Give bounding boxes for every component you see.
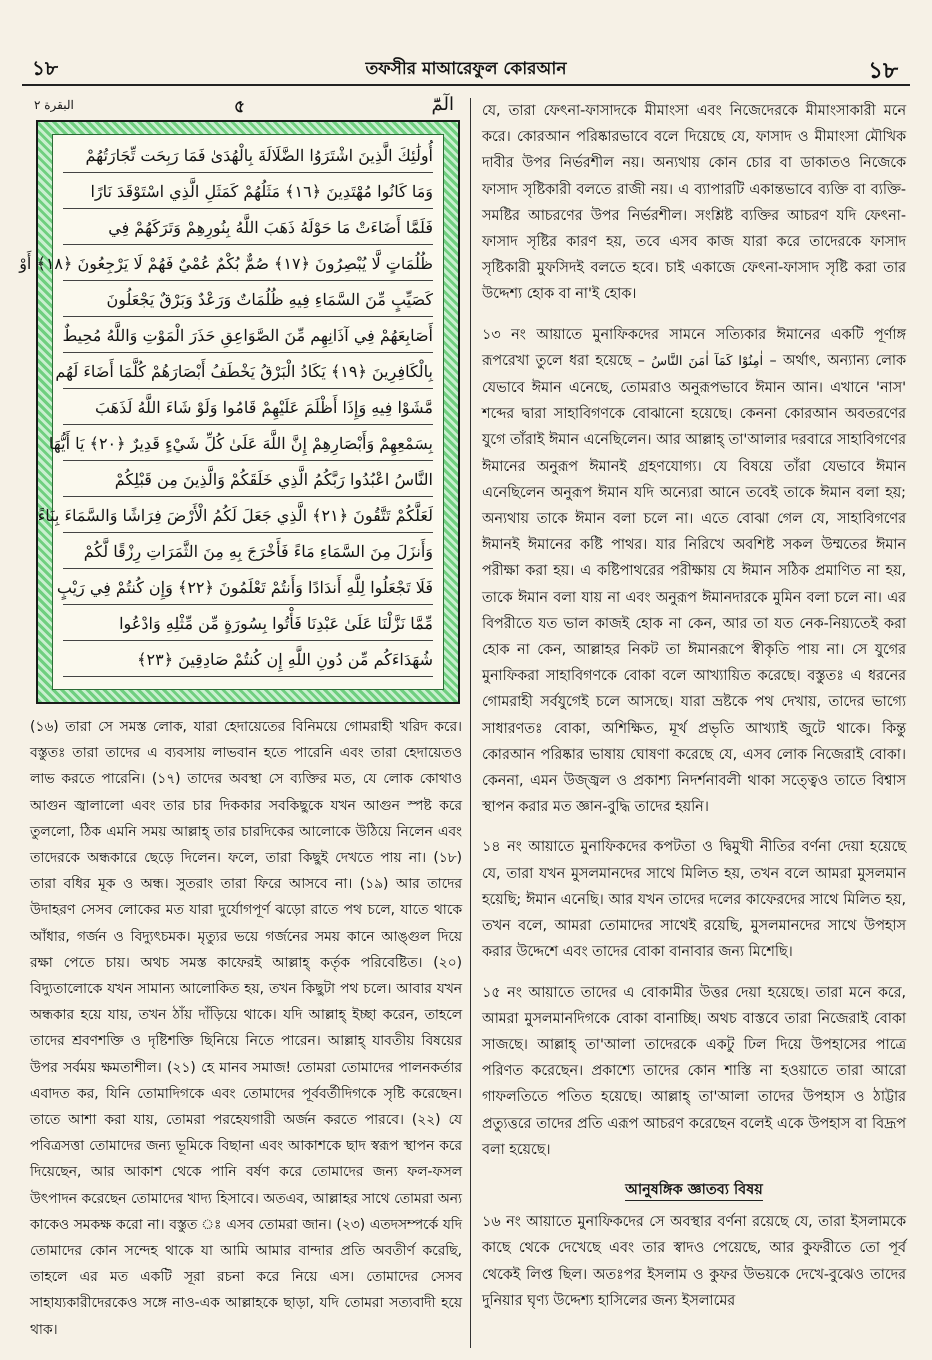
inline-arabic-quote: اٰمِنُوْا كَمَآ اٰمَنَ النَّاسُ <box>651 353 764 369</box>
quran-line: ظُلُمَاتٍ لَّا يُبْصِرُونَ ﴿١٧﴾ صُمٌّ بُكْمٌ عُمْيٌ فَهُمْ لَا يَرْجِعُونَ ﴿١٨﴾ أَوْ <box>63 247 433 281</box>
quran-verse-panel <box>19 134 444 690</box>
quran-line: بِسَمْعِهِمْ وَأَبْصَارِهِمْ إِنَّ اللَّهَ عَلَىٰ كُلِّ شَيْءٍ قَدِيرٌ ﴿٢٠﴾ يَا أَيُّهَا <box>63 427 433 461</box>
quran-line: أُولَٰئِكَ الَّذِينَ اشْتَرَوُا الضَّلَالَةَ بِالْهُدَىٰ فَمَا رَبِحَت تِّجَارَتُهُمْ <box>63 139 433 173</box>
quran-line: وَأَنزَلَ مِنَ السَّمَاءِ مَاءً فَأَخْرَجَ بِهِ مِنَ الثَّمَرَاتِ رِزْقًا لَّكُمْ <box>63 535 433 569</box>
commentary-paragraph: ১৫ নং আয়াতে তাদের এ বোকামীর উত্তর দেয়া হয়েছে। তারা মনে করে, আমরা মুসলমানদিগকে বোকা বানাচ্ছি। অথচ বাস্তবে তারা নিজেরাই বোকা সাজছে। আল্লাহ্ তা'আলা তাদেরকে একটু ঢিল দিয়ে উপহাসের পাত্রে পরিণত করেছেন। প্রকাশ্যে তাদের কোন শাস্তি না হওয়াতে তারা আরো গাফলতিতে পতিত হয়েছে। আল্লাহ্ তা'আলা তাদের উপহাস ও ঠাট্টার প্রত্যুত্তরে তাদের প্রতি এরূপ আচরণ করেছেন বলেই একে উপহাস বা বিদ্রূপ বলা হয়েছে। <box>482 984 906 1158</box>
quran-line: فَلَمَّا أَضَاءَتْ مَا حَوْلَهُ ذَهَبَ اللَّهُ بِنُورِهِمْ وَتَرَكَهُمْ فِي <box>63 211 433 245</box>
quran-line: أَصَابِعَهُمْ فِي آذَانِهِم مِّنَ الصَّوَاعِقِ حَذَرَ الْمَوْتِ وَاللَّهُ مُحِيطٌ <box>63 319 433 353</box>
commentary-paragraph <box>482 322 906 821</box>
section-number: ৫ <box>234 97 246 117</box>
surah-name: البقرة ٢ <box>34 98 74 112</box>
translation-paragraph: (১৬) তারা সে সমস্ত লোক, যারা হেদায়েতের বিনিময়ে গোমরাহী খরিদ করে। বস্তুতঃ তারা তাদের এ ব্যবসায় লাভবান হতে পারেনি এবং তারা হেদায়েতও লাভ করতে পারেনি। (১৭) তাদের অবস্থা সে ব্যক্তির মত, যে লোক কোথাও আগুন জ্বালালো এবং তার চার দিককার সবকিছুকে যখন আগুন স্পষ্ট করে তুললো, ঠিক এমনি সময় আল্লাহ্ তার চারদিকের আলোকে উঠিয়ে নিলেন এবং তাদেরকে অন্ধকারে ছেড়ে দিলেন। ফলে, তারা কিছুই দেখতে পায় না। (১৮) তারা বধির মূক ও অন্ধ। সুতরাং তারা ফিরে আসবে না। (১৯) আর তাদের উদাহরণ সেসব লোকের মত যারা দুর্যোগপূর্ণ ঝড়ো রাতে পথ চলে, যাতে থাকে আঁধার, গর্জন ও বিদ্যুৎচমক। মৃত্যুর ভয়ে গর্জনের সময় কানে আঙ্গুল দিয়ে রক্ষা পেতে চায়। অথচ সমস্ত কাফেরই আল্লাহ্ কর্তৃক পরিবেষ্টিত। (২০) বিদ্যুতালোকে যখন সামান্য আলোকিত হয়, তখন কিছুটা পথ চলে। আবার যখন অন্ধকার হয়ে যায়, তখন ঠাঁয় দাঁড়িয়ে থাকে। যদি আল্লাহ্ ইচ্ছা করেন, তাহলে তাদের শ্রবণশক্তি ও দৃষ্টিশক্তি ছিনিয়ে নিতে পারেন। আল্লাহ্ যাবতীয় বিষয়ের উপর সর্বময় ক্ষমতাশীল। (২১) হে মানব সমাজ! তোমরা তোমাদের পালনকর্তার এবাদত কর, যিনি তোমাদিগকে এবং তোমাদের পূর্ববর্তীদিগকে সৃষ্টি করেছেন। তাতে আশা করা যায়, তোমরা পরহেযগারী অর্জন করতে পারবে। (২২) যে পবিত্রসত্তা তোমাদের জন্য ভূমিকে বিছানা এবং আকাশকে ছাদ স্বরূপ স্থাপন করে দিয়েছেন, আর আকাশ থেকে পানি বর্ষণ করে তোমাদের জন্য ফল-ফসল উৎপাদন করেছেন তোমাদের খাদ্য হিসাবে। অতএব, আল্লাহর সাথে তোমরা অন্য কাকেও সমকক্ষ করো না। বস্তুত ঃ এসব তোমরা জান। (২৩) এতদসম্পর্কে যদি তোমাদের কোন সন্দেহ থাকে যা আমি আমার বান্দার প্রতি অবতীর্ণ করেছি, তাহলে এর মত একটি সূরা রচনা করে নিয়ে এস। তোমাদের সেসব সাহায্যকারীদেরকেও সঙ্গে নাও-এক আল্লাহকে ছাড়া, যদি তোমরা সত্যবাদী হয়ে থাক। <box>30 719 462 1338</box>
translation-text <box>30 714 462 1343</box>
page-number-left: ১৮ <box>32 56 58 80</box>
column-divider <box>470 98 471 1348</box>
quran-line: شُهَدَاءَكُم مِّن دُونِ اللَّهِ إِن كُنتُمْ صَادِقِينَ ﴿٢٣﴾ <box>63 643 433 677</box>
quran-line: لَعَلَّكُمْ تَتَّقُونَ ﴿٢١﴾ الَّذِي جَعَلَ لَكُمُ الْأَرْضَ فِرَاشًا وَالسَّمَاءَ بِنَاءً <box>63 499 433 533</box>
commentary-text: ১৩ নং আয়াতে মুনাফিকদের সামনে সত্যিকার ঈমানের একটি পূর্ণাঙ্গ রূপরেখা তুলে ধরা হয়েছে – <box>482 326 906 369</box>
quran-line: فَلَا تَجْعَلُوا لِلَّهِ أَندَادًا وَأَنتُمْ تَعْلَمُونَ ﴿٢٢﴾ وَإِن كُنتُمْ فِي رَيْبٍ <box>63 571 433 605</box>
quran-line: كَصَيِّبٍ مِّنَ السَّمَاءِ فِيهِ ظُلُمَاتٌ وَرَعْدٌ وَبَرْقٌ يَجْعَلُونَ <box>63 283 433 317</box>
commentary-column <box>482 98 906 1328</box>
surah-header <box>34 94 454 118</box>
commentary-paragraph: ১৪ নং আয়াতে মুনাফিকদের কপটতা ও দ্বিমুখী নীতির বর্ণনা দেয়া হয়েছে যে, তারা যখন মুসলমানদের সাথে মিলিত হয়, তখন বলে আমরা মুসলমান হয়েছি; ঈমান এনেছি। আর যখন তাদের দলের কাফেরদের সাথে মিলিত হয়, তখন বলে, আমরা তোমাদের সাথেই রয়েছি, মুসলমানদের সাথে উপহাস করার উদ্দেশে এবং তাদের বোকা বানাবার জন্য মিশেছি। <box>482 839 906 961</box>
subheading-text: আনুষঙ্গিক জ্ঞাতব্য বিষয় <box>625 1182 763 1201</box>
quran-line: بِالْكَافِرِينَ ﴿١٩﴾ يَكَادُ الْبَرْقُ يَخْطَفُ أَبْصَارَهُمْ كُلَّمَا أَضَاءَ لَهُم <box>63 355 433 389</box>
quran-verse-frame <box>19 120 460 704</box>
header-rule <box>22 84 910 86</box>
quran-line: مِّمَّا نَزَّلْنَا عَلَىٰ عَبْدِنَا فَأْتُوا بِسُورَةٍ مِّن مِّثْلِهِ وَادْعُوا <box>63 607 433 641</box>
commentary-text: – অর্থাৎ, অন্যান্য লোক যেভাবে ঈমান এনেছে, তোমরাও অনুরূপভাবে ঈমান আন। এখানে 'নাস' শব্দের দ্বারা সাহাবিগণকে বোঝানো হয়েছে। কেননা কোরআন অবতরণের যুগে তাঁরাই ঈমান এনেছিলেন। আর আল্লাহ্ তা'আলার দরবারে সাহাবিগণের ঈমানের অনুরূপ ঈমানই গ্রহণযোগ্য। যে বিষয়ে তাঁরা যেভাবে ঈমান এনেছিলেন অনুরূপ ঈমান যদি অন্যেরা আনে তবেই তাকে ঈমান বলা হয়; অন্যথায় তাকে ঈমান বলা চলে না। এতে বোঝা গেল যে, সাহাবিগণের ঈমানই ঈমানের কষ্টি পাথর। যার নিরিখে অবশিষ্ট সকল উম্মতের ঈমান পরীক্ষা করা হয়। এ কষ্টিপাথরের পরীক্ষায় যে ঈমান সঠিক প্রমাণিত না হয়, তাকে ঈমান বলা যায় না এবং অনুরূপ ঈমানদারকে মুমিন বলা চলে না। এর বিপরীতে যত ভাল কাজই হোক না কেন, আর তা যত নেক-নিয়্যতেই করা হোক না কেন, আল্লাহর নিকট তা ঈমানরূপে স্বীকৃতি পায় না। সে যুগের মুনাফিকরা সাহাবিগণকে বোকা বলে আখ্যায়িত করেছে। বস্তুতঃ এ ধরনের গোমরাহী সর্বযুগেই চলে আসছে। যারা ভ্রষ্টকে পথ দেখায়, তাদের ভাগ্যে সাধারণতঃ বোকা, অশিক্ষিত, মূর্খ প্রভৃতি আখ্যাই জুটে থাকে। কিন্তু কোরআন পরিষ্কার ভাষায় ঘোষণা করেছে যে, এসব লোক নিজেরাই বোকা। কেননা, এমন উজ্জ্বল ও প্রকাশ্য নিদর্শনাবলী থাকা সত্ত্বেও তাতে বিশ্বাস স্থাপন করার মত জ্ঞান-বুদ্ধি তাদের হয়নি। <box>482 352 907 816</box>
commentary-paragraph: যে, তারা ফেৎনা-ফাসাদকে মীমাংসা এবং নিজেদেরকে মীমাংসাকারী মনে করে। কোরআন পরিষ্কারভাবে বলে দিয়েছে যে, ফাসাদ ও মীমাংসা মৌখিক দাবীর উপর নির্ভরশীল নয়। অন্যথায় কোন চোর বা ডাকাতও নিজেকে ফাসাদ সৃষ্টিকারী বলতে রাজী নয়। এ ব্যাপারটি একান্তভাবে ব্যক্তি বা ব্যক্তি-সমষ্টির আচরণের উপর নির্ভরশীল। সংশ্লিষ্ট ব্যক্তির আচরণ যদি ফেৎনা-ফাসাদ সৃষ্টির কারণ হয়, তবে এসব কাজ যারা করে তাদেরকে ফাসাদ সৃষ্টিকারী মুফসিদই বলতে হবে। চাই একাজে ফেৎনা-ফাসাদ সৃষ্টি করা তার উদ্দেশ্য হোক বা না'ই হোক। <box>482 103 906 303</box>
juz-name: الٓمّٓ <box>431 94 454 115</box>
commentary-paragraph: ১৬ নং আয়াতে মুনাফিকদের সে অবস্থার বর্ণনা রয়েছে যে, তারা ইসলামকে কাছে থেকে দেখেছে এবং তার স্বাদও পেয়েছে, আর কুফরীতে তো পূর্ব থেকেই লিপ্ত ছিল। অতঃপর ইসলাম ও কুফর উভয়কে দেখে-বুঝেও তাদের দুনিয়ার ঘৃণ্য উদ্দেশ্য হাসিলের জন্য ইসলামের <box>482 1214 906 1309</box>
quran-line: مَّشَوْا فِيهِ وَإِذَا أَظْلَمَ عَلَيْهِمْ قَامُوا وَلَوْ شَاءَ اللَّهُ لَذَهَبَ <box>63 391 433 425</box>
section-subheading <box>482 1177 906 1203</box>
page-number-right: ১৮ <box>868 58 898 84</box>
quran-line: وَمَا كَانُوا مُهْتَدِينَ ﴿١٦﴾ مَثَلُهُمْ كَمَثَلِ الَّذِي اسْتَوْقَدَ نَارًا <box>63 175 433 209</box>
page-header <box>22 52 910 86</box>
quran-line: النَّاسُ اعْبُدُوا رَبَّكُمُ الَّذِي خَلَقَكُمْ وَالَّذِينَ مِن قَبْلِكُمْ <box>63 463 433 497</box>
running-title: তফসীর মাআরেফুল কোরআন <box>365 59 567 79</box>
